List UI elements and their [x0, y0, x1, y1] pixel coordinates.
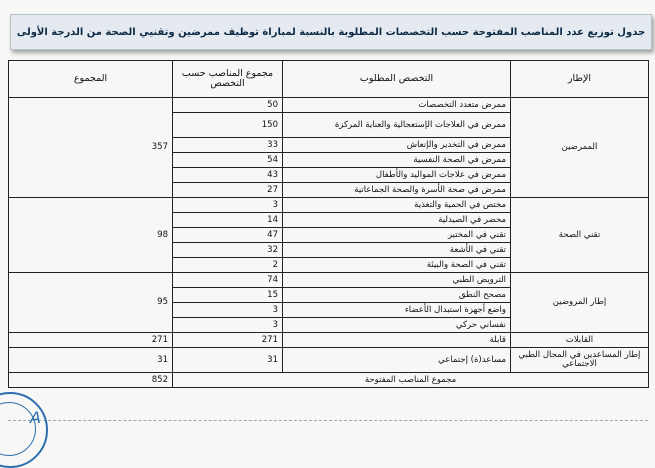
grand-total-value: 852 — [9, 373, 173, 388]
specialty-cell: ممرض في علاجات المواليد والأطفال — [283, 168, 511, 183]
specialty-cell: قابلة — [283, 333, 511, 348]
header-cadre: الإطار — [511, 61, 649, 98]
signature-mark: A — [30, 408, 41, 427]
table-title: جدول توزيع عدد المناصب المفتوحة حسب التخصصات المطلوبة بالنسبة لمباراة توظيف ممرضين وتقنيي الصحة من الدرجة الأولى — [16, 26, 646, 38]
table-row — [9, 348, 649, 373]
specialty-cell: ممرض في صحة الأسرة والصحة الجماعاتية — [283, 183, 511, 198]
count-cell: 47 — [173, 228, 283, 243]
official-stamp — [0, 392, 48, 468]
specialty-cell: مختص في الحمية والتغذية — [283, 198, 511, 213]
count-cell: 31 — [173, 348, 283, 373]
cadre-cell-midwives: القابلات — [511, 333, 649, 348]
table-header-row — [9, 61, 649, 98]
count-cell: 3 — [173, 318, 283, 333]
count-cell: 150 — [173, 113, 283, 138]
cadre-cell-technicians: تقني الصحة — [511, 198, 649, 273]
positions-table — [8, 60, 649, 388]
header-specialty: التخصص المطلوب — [283, 61, 511, 98]
count-cell: 271 — [173, 333, 283, 348]
cadre-cell-nurses: الممرضين — [511, 98, 649, 198]
count-cell: 2 — [173, 258, 283, 273]
count-cell: 50 — [173, 98, 283, 113]
grand-total-row — [9, 373, 649, 388]
total-cell-technicians: 98 — [9, 198, 173, 273]
count-cell: 14 — [173, 213, 283, 228]
specialty-cell: ممرض في التخدير والإنعاش — [283, 138, 511, 153]
specialty-cell: واضع أجهزة استبدال الأعضاء — [283, 303, 511, 318]
specialty-cell: ممرض في العلاجات الإستعجالية والعناية المركزة — [283, 113, 511, 138]
footer-divider — [8, 420, 648, 421]
total-cell-midwives: 271 — [9, 333, 173, 348]
total-cell-physio: 95 — [9, 273, 173, 333]
specialty-cell: نفساني حركي — [283, 318, 511, 333]
specialty-cell: الترويض الطبي — [283, 273, 511, 288]
table-row — [9, 273, 649, 288]
count-cell: 3 — [173, 198, 283, 213]
cadre-cell-social: إطار المساعدين في المجال الطبي الاجتماعي — [511, 348, 649, 373]
header-total: المجموع — [9, 61, 173, 98]
count-cell: 32 — [173, 243, 283, 258]
count-cell: 33 — [173, 138, 283, 153]
table-row — [9, 333, 649, 348]
count-cell: 15 — [173, 288, 283, 303]
specialty-cell: تقني في الأشعة — [283, 243, 511, 258]
table-row — [9, 198, 649, 213]
specialty-cell: مساعد(ة) إجتماعي — [283, 348, 511, 373]
specialty-cell: محضر في الصيدلية — [283, 213, 511, 228]
specialty-cell: تقني في المختبر — [283, 228, 511, 243]
count-cell: 3 — [173, 303, 283, 318]
table-title-banner — [10, 14, 652, 50]
count-cell: 74 — [173, 273, 283, 288]
total-cell-social: 31 — [9, 348, 173, 373]
table-row — [9, 98, 649, 113]
count-cell: 43 — [173, 168, 283, 183]
header-count: مجموع المناصب حسب التخصص — [173, 61, 283, 98]
specialty-cell: ممرض متعدد التخصصات — [283, 98, 511, 113]
count-cell: 27 — [173, 183, 283, 198]
cadre-cell-physio: إطار المروضين — [511, 273, 649, 333]
specialty-cell: تقني في الصحة والبيئة — [283, 258, 511, 273]
specialty-cell: مصحح النطق — [283, 288, 511, 303]
count-cell: 54 — [173, 153, 283, 168]
specialty-cell: ممرض في الصحة النفسية — [283, 153, 511, 168]
grand-total-label: مجموع المناصب المفتوحة — [173, 373, 649, 388]
total-cell-nurses: 357 — [9, 98, 173, 198]
